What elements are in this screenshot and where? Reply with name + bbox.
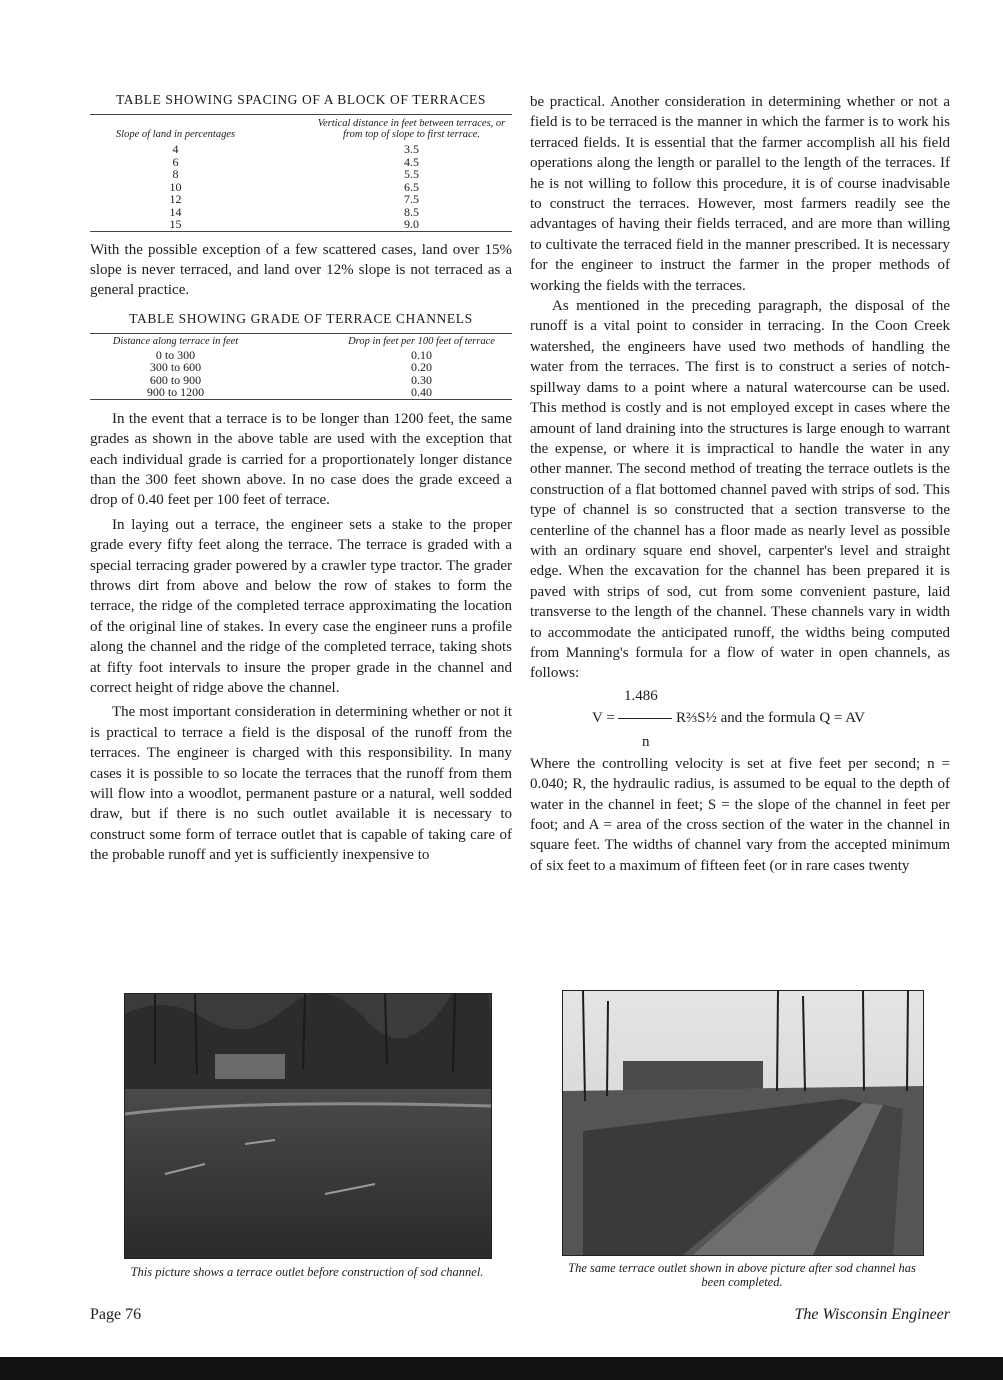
table1-cell: 3.5: [404, 142, 419, 156]
page-number: Page 76: [90, 1306, 142, 1323]
right-column: [530, 92, 950, 876]
table2-col2-header: Drop in feet per 100 feet of terrace: [348, 335, 495, 347]
mannings-formula: [530, 684, 950, 754]
table2-cell: 600 to 900: [149, 372, 202, 387]
table1-row: [90, 156, 512, 169]
photo-after-sod-channel: [562, 990, 924, 1256]
paragraph-laying-out: In laying out a terrace, the engineer sets a stake to the proper grade every fifty feet along the terrace. The terrace is graded with a special terracing grader powered by a crawler type tractor. The grader throws dirt from above and below the row of stakes to form the terrace, the ridge of the completed terrace approximating the location of the original line of stakes. In every case the engineer runs a profile along the channel and the ridge of the completed terrace, taking shots at fifty foot intervals to insure the proper grade in the channel and correct height of ridge above the channel.: [90, 516, 512, 696]
paragraph-runoff-disposal: The most important consideration in determining whether or not it is practical to terrace a field is the disposal of the runoff from the terraces. The engineer is charged with this responsibility. In many cases it is possible to so locate the terraces that the runoff from them will flow into a woodlot, permanent pasture or a natural, well sodded draw, but if there is no such outlet available it is necessary to construct some form of terrace outlet that is capable of taking care of the probable runoff and yet is sufficiently inexpensive to: [90, 704, 512, 864]
table1-row: [90, 206, 512, 219]
formula-rhs: R⅔S½ and the formula Q = AV: [676, 709, 866, 726]
table2-cell: 0.30: [411, 372, 432, 387]
table1-cell: 14: [169, 204, 182, 219]
paragraph-long-terrace: In the event that a terrace is to be longer than 1200 feet, the same grades as shown in the above table are used with the exception that each individual grade is carried for a proportionately longer distance than the 300 feet shown above. In no case does the grade exceed a drop of 0.40 feet per 100 feet of terrace.: [90, 410, 512, 509]
table2-row: [90, 386, 512, 399]
table1-col1-header: Slope of land in percentages: [115, 129, 236, 140]
paragraph-slope-note: With the possible exception of a few scattered cases, land over 15% slope is never terraced, and land over 12% slope is not terraced as a general practice.: [90, 241, 512, 299]
table1-cell: 9.0: [404, 217, 419, 231]
table1-cell: 8: [172, 167, 179, 181]
table2-cell: 0.10: [411, 347, 432, 362]
table2-col1-header: Distance along terrace in feet: [112, 335, 239, 347]
table1-cell: 15: [169, 217, 182, 231]
paragraph-outlets: As mentioned in the preceding paragraph, the disposal of the runoff is a vital point to consider in terracing. In the Coon Creek watershed, the engineers have used two methods of handling the water from the terraces. The first is to construct a series of notch-spillway dams to a point where a natural watercourse can be used. This method is costly and is not employed except in cases where the amount of land draining into the structures is large enough to warrant the expense, or where it is impractical to handle the water in any other manner. The second method of treating the terrace outlets is the construction of a flat bottomed channel paved with strips of sod. This type of channel is so constructed that a section transverse to the centerline of the channel has a floor made as nearly level as possible with an ordinary square end shovel, carpenter's level and straight edge. When the excavation for the channel has been prepared it is paved with strips of sod, cut from some convenient pasture, laid transverse to the length of the channel. These channels vary in width to accommodate the anticipated runoff, the widths being computed from Manning's formula for a flow of water in open channels, as follows:: [530, 298, 950, 682]
formula-denominator: n: [642, 733, 650, 750]
table2-cell: 0.40: [411, 385, 432, 400]
grade-table: [90, 334, 512, 399]
table1-row: [90, 143, 512, 156]
table2-cell: 0.20: [411, 360, 432, 375]
table2-cell: 300 to 600: [149, 360, 202, 375]
photo-before-sod-channel: [124, 993, 492, 1259]
table1-cell: 8.5: [404, 204, 419, 219]
table1-cell: 4: [172, 142, 179, 156]
table2-cell: 0 to 300: [155, 347, 196, 362]
table1-row: [90, 218, 512, 231]
table1-col2-header: Vertical distance in feet between terraces, or from top of slope to first terrace.: [317, 118, 506, 140]
table2-title: TABLE SHOWING GRADE OF TERRACE CHANNELS: [129, 310, 473, 326]
table2-row: [90, 361, 512, 374]
publication-name: The Wisconsin Engineer: [794, 1306, 950, 1323]
caption-left-photo: This picture shows a terrace outlet before construction of sod channel.: [130, 1265, 484, 1279]
formula-lhs: V =: [592, 709, 615, 726]
table1-row: [90, 181, 512, 194]
table1-cell: 10: [169, 179, 182, 194]
table1-row: [90, 168, 512, 181]
spacing-table: [90, 115, 512, 231]
fraction-bar: [618, 718, 672, 719]
table2-cell: 900 to 1200: [146, 385, 205, 400]
table1-cell: 7.5: [404, 192, 419, 206]
paragraph-practical: be practical. Another consideration in determining whether or not a field is to be terraced is the manner in which the farmer is to work his terraced fields. It is essential that the farmer accomplish all his field operations along the length or parallel to the length of the terraces. If he is not willing to follow this procedure, it is of course inadvisable to construct the terraces. However, most farmers readily see the advantages of having their fields terraced, and are more than willing to cultivate the terraced field in the manner prescribed. It is necessary for the engineer to instruct the farmer in the proper methods of working the fields with the terraces.: [530, 94, 950, 294]
caption-right-photo: The same terrace outlet shown in above picture after sod channel has been completed.: [568, 1261, 916, 1289]
paragraph-formula-definitions: Where the controlling velocity is set at five feet per second; n = 0.040; R, the hydraulic radius, is assumed to be equal to the depth of water in the channel in feet; S = the slope of the channel in feet per foot; and A = area of the cross section of the water in the channel in square feet. The widths of channel vary from the accepted minimum of six feet to a maximum of fifteen feet (or in rare cases twenty: [530, 755, 950, 874]
table1-cell: 6.5: [404, 179, 419, 194]
table1-cell: 5.5: [404, 167, 419, 181]
table1-cell: 6: [172, 154, 179, 169]
left-column: [90, 92, 512, 866]
table1-cell: 4.5: [404, 154, 419, 169]
scan-edge: [0, 1357, 1003, 1380]
formula-numerator: 1.486: [624, 687, 658, 704]
table1-title: TABLE SHOWING SPACING OF A BLOCK OF TERRACES: [116, 92, 486, 107]
table1-cell: 12: [169, 192, 182, 206]
table1-row: [90, 193, 512, 206]
